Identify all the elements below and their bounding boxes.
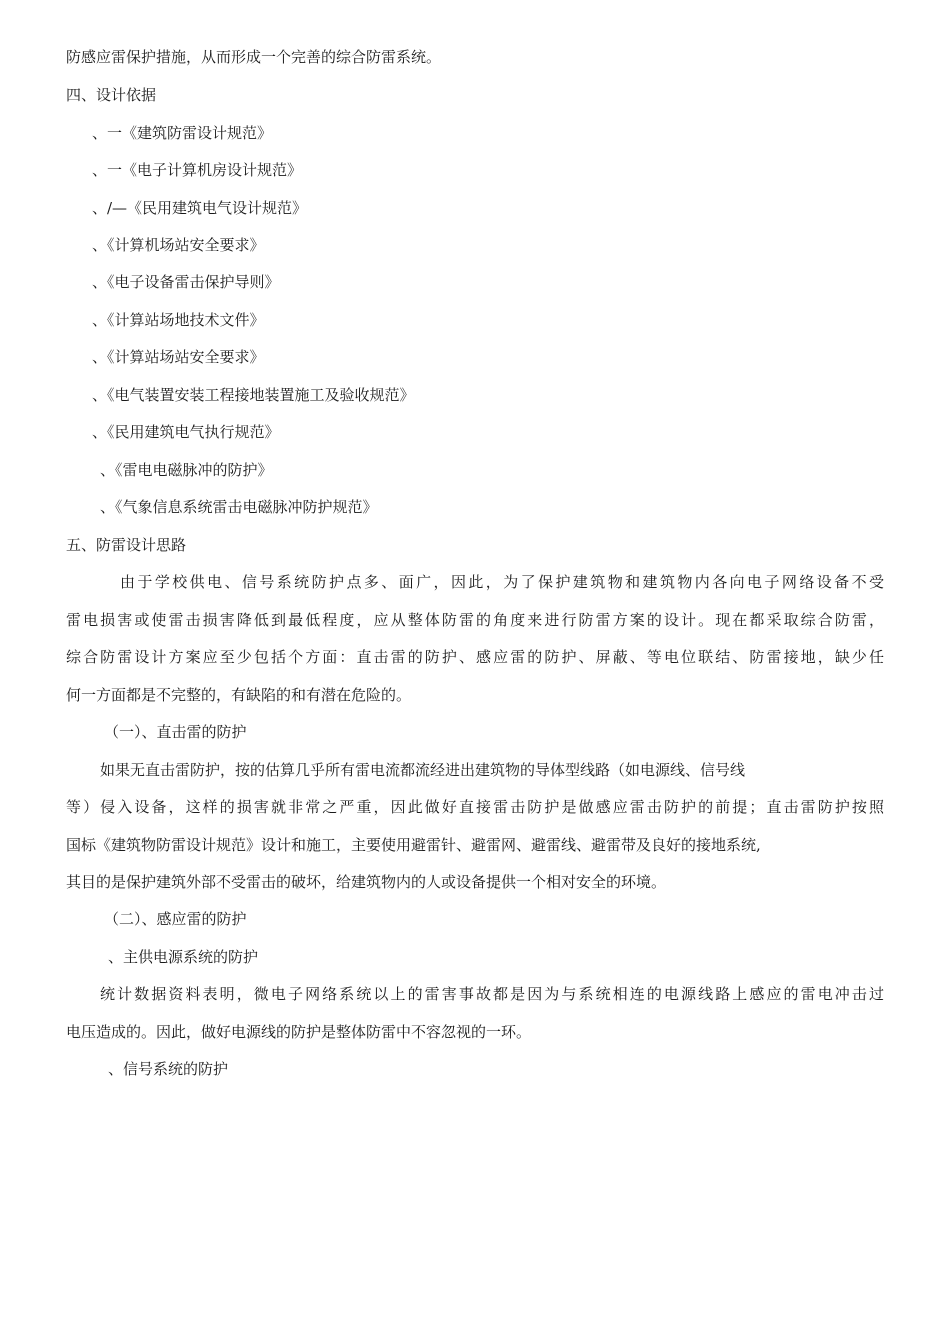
subsection-1-heading: （一）、直击雷的防护 bbox=[104, 723, 247, 741]
design-paragraph-line: 由于学校供电、信号系统防护点多、面广，因此，为了保护建筑物和建筑物内各向电子网络设备不受 bbox=[120, 573, 884, 591]
reference-item: 、《电子设备雷击保护导则》 bbox=[92, 273, 280, 291]
intro-tail-text: 防感应雷保护措施，从而形成一个完善的综合防雷系统。 bbox=[66, 48, 442, 66]
direct-strike-line: 等）侵入设备，这样的损害就非常之严重，因此做好直接雷击防护是做感应雷击防护的前提；直击雷防护按照 bbox=[66, 798, 884, 816]
subsection-2-heading: （二）、感应雷的防护 bbox=[104, 910, 247, 928]
reference-item: 、《气象信息系统雷击电磁脉冲防护规范》 bbox=[100, 498, 378, 516]
power-system-line: 电压造成的。因此，做好电源线的防护是整体防雷中不容忽视的一环。 bbox=[66, 1023, 532, 1041]
direct-strike-line: 如果无直击雷防护，按的估算几乎所有雷电流都流经进出建筑物的导体型线路（如电源线、信号线 bbox=[100, 761, 746, 779]
direct-strike-line: 国标《建筑物防雷设计规范》设计和施工，主要使用避雷针、避雷网、避雷线、避雷带及良好的接地系统, bbox=[66, 836, 761, 854]
direct-strike-line: 其目的是保护建筑外部不受雷击的破坏，给建筑物内的人或设备提供一个相对安全的环境。 bbox=[66, 873, 667, 891]
power-system-line: 统计数据资料表明，微电子网络系统以上的雷害事故都是因为与系统相连的电源线路上感应的雷电冲击过 bbox=[100, 985, 884, 1003]
reference-item: 、一《建筑防雷设计规范》 bbox=[92, 124, 273, 142]
reference-item: 、《计算站场站安全要求》 bbox=[92, 348, 265, 366]
design-paragraph-line: 雷电损害或使雷击损害降低到最低程度，应从整体防雷的角度来进行防雷方案的设计。现在都采取综合防雷， bbox=[66, 611, 884, 629]
reference-item: 、《雷电电磁脉冲的防护》 bbox=[100, 461, 273, 479]
power-system-heading: 、主供电源系统的防护 bbox=[108, 948, 259, 966]
reference-item: 、《民用建筑电气执行规范》 bbox=[92, 423, 280, 441]
reference-item: 、一《电子计算机房设计规范》 bbox=[92, 161, 303, 179]
reference-item: 、《计算站场地技术文件》 bbox=[92, 311, 265, 329]
signal-system-heading: 、信号系统的防护 bbox=[108, 1060, 229, 1078]
section-4-heading: 四、设计依据 bbox=[66, 86, 157, 104]
design-paragraph-line: 综合防雷设计方案应至少包括个方面：直击雷的防护、感应雷的防护、屏蔽、等电位联结、防雷接地，缺少任 bbox=[66, 648, 884, 666]
reference-item: 、《电气装置安装工程接地装置施工及验收规范》 bbox=[92, 386, 415, 404]
design-paragraph-line: 何一方面都是不完整的，有缺陷的和有潜在危险的。 bbox=[66, 686, 412, 704]
reference-item: 、《计算机场站安全要求》 bbox=[92, 236, 265, 254]
reference-item: 、/—《民用建筑电气设计规范》 bbox=[92, 199, 308, 217]
section-5-heading: 五、防雷设计思路 bbox=[66, 536, 187, 554]
